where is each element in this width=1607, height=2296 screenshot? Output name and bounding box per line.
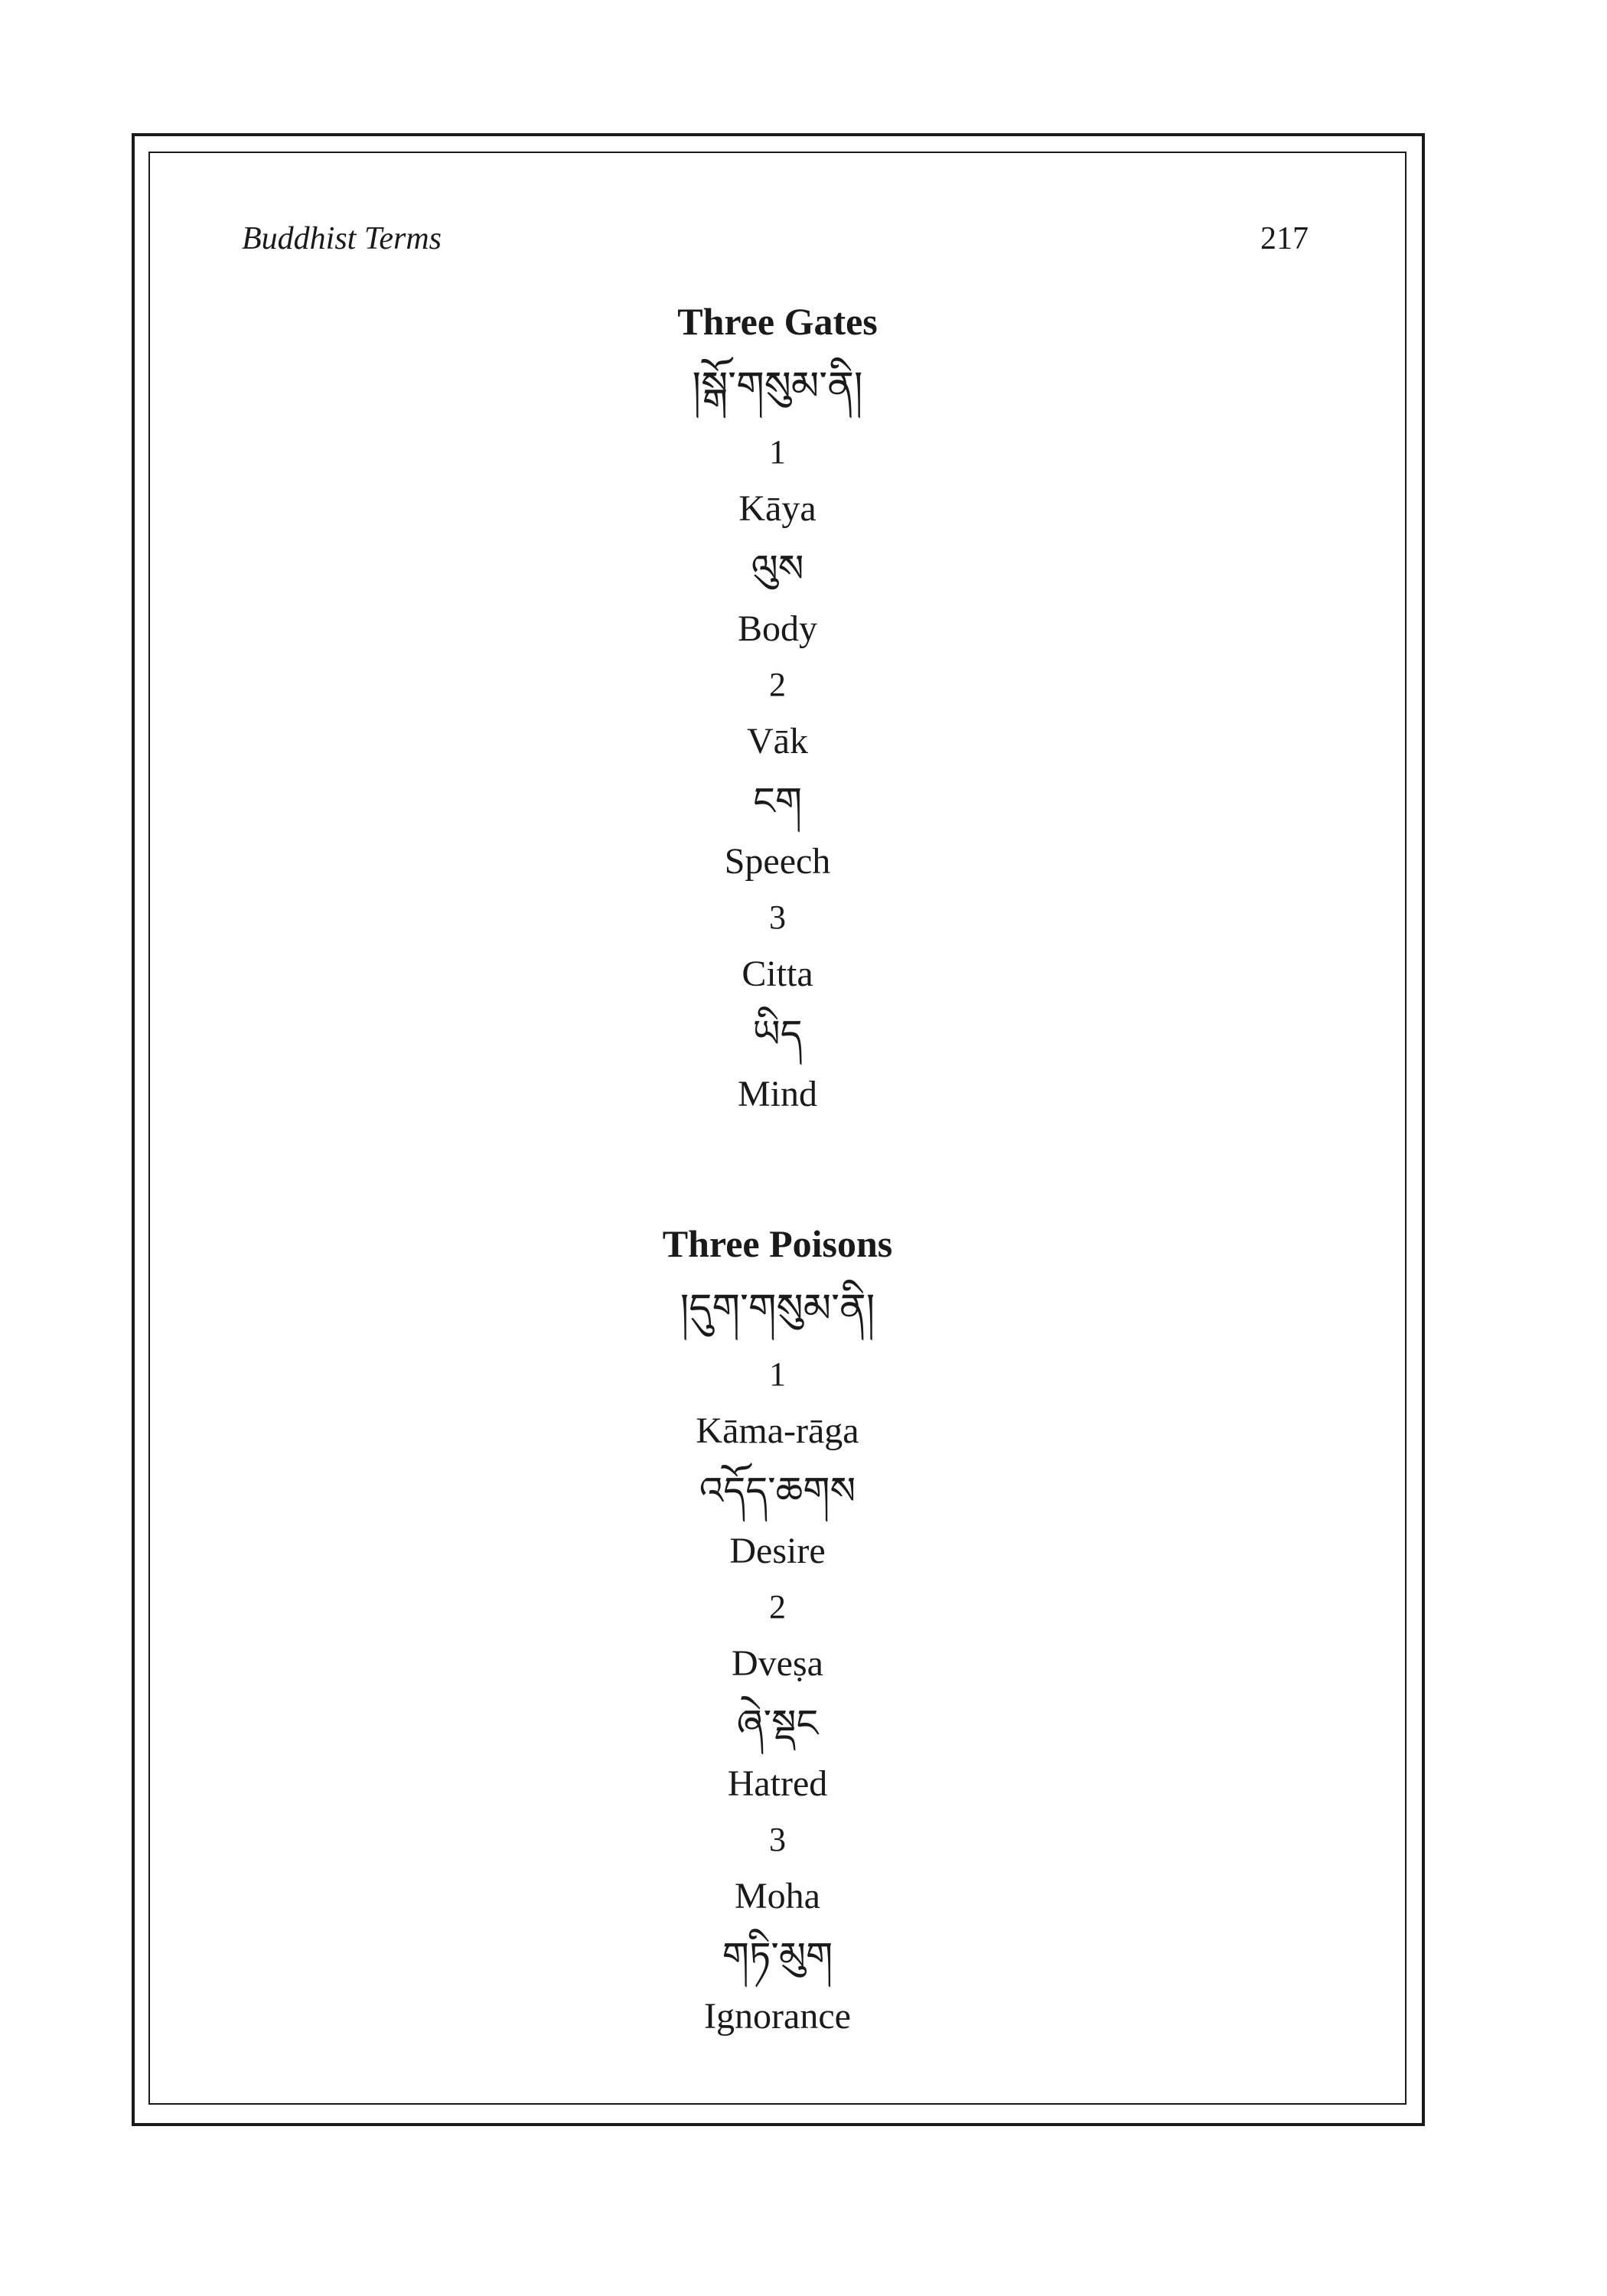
item-number: 1 [769,433,786,471]
section-tibetan-title: །སྒོ་གསུམ་ནི། [692,364,863,409]
item-english: Ignorance [704,1996,851,2037]
item-sanskrit: Citta [742,954,813,994]
section-three-gates [148,295,1407,1123]
item-tibetan: ཞེ་སྡང [736,1701,819,1746]
item-english: Hatred [727,1763,828,1804]
item-sanskrit: Vāk [747,721,808,762]
item-tibetan: གཏི་མུག [722,1934,833,1978]
section-title: Three Poisons [662,1222,893,1265]
section-title: Three Gates [677,300,878,343]
item-number: 2 [769,666,786,703]
running-head: Buddhist Terms [242,221,442,256]
item-tibetan: ལུས [751,546,804,591]
item-sanskrit: Kāya [738,488,817,529]
item-english: Desire [729,1531,826,1571]
section-three-poisons [148,1217,1407,2045]
item-number: 3 [769,1821,786,1858]
item-number: 2 [769,1588,786,1626]
item-number: 3 [769,899,786,936]
item-tibetan: ཡིད [752,1012,803,1056]
item-english: Mind [737,1074,817,1114]
item-tibetan: ངག [752,779,803,823]
item-number: 1 [769,1355,786,1393]
page-number: 217 [1260,221,1309,256]
item-english: Speech [724,841,831,882]
item-sanskrit: Dveṣa [732,1643,823,1684]
item-sanskrit: Moha [735,1876,820,1916]
section-tibetan-title: །དུག་གསུམ་ནི། [680,1286,875,1332]
item-english: Body [737,608,817,649]
item-sanskrit: Kāma-rāga [696,1411,859,1451]
item-tibetan: འདོད་ཆགས [699,1469,856,1513]
